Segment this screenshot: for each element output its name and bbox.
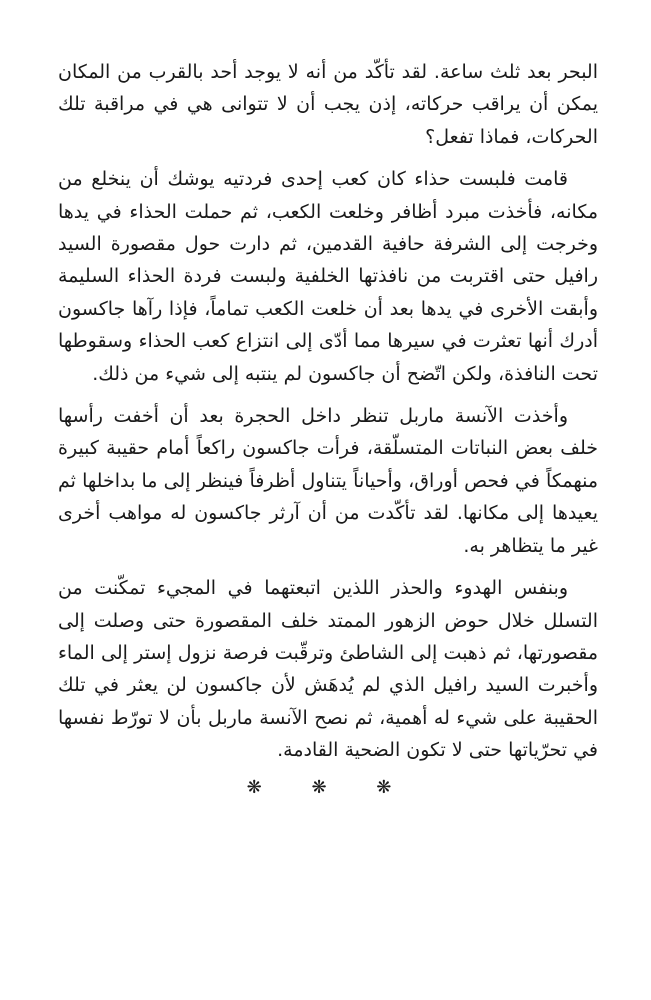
paragraph-3: وأخذت الآنسة ماربل تنظر داخل الحجرة بعد أن أخفت رأسها خلف بعض النباتات المتسلّقة، فرأت جاكسون راكعاً أمام حقيبة كبيرة منهمكاً في فحص أوراق، وأحياناً يتناول أظرفاً فينظر إلى ما بداخلها ثم يعيدها إلى مكانها. لقد تأكّدت من أن آرثر جاكسون له مواهب أخرى غير ما يتظاهر به. [58, 405, 598, 557]
asterism-glyph: ❋ [246, 776, 280, 798]
paragraph-1: البحر بعد ثلث ساعة. لقد تأكّد من أنه لا يوجد أحد بالقرب من المكان يمكن أن يراقب حركاته، إذن يجب أن لا تتوانى هي في مراقبة تلك الحركات، فماذا تفعل؟ [58, 61, 598, 148]
paragraph-4: وبنفس الهدوء والحذر اللذين اتبعتهما في المجيء تمكّنت من التسلل خلال حوض الزهور الممتد خلف المقصورة حتى وصلت إلى مقصورتها، ثم ذهبت إلى الشاطئ وترقّبت فرصة نزول إستر إلى الماء وأخبرت السيد رافيل الذي لم يُدهَش لأن جاكسون لن يعثر في تلك الحقيبة على شيء له أهمية، ثم نصح الآنسة ماربل بأن لا تورّط نفسها في تحرّياتها حتى لا تكون الضحية القادمة. [58, 577, 598, 762]
asterism-glyph: ❋ [311, 776, 345, 798]
paragraph-2: قامت فلبست حذاء كان كعب إحدى فردتيه يوشك أن ينخلع من مكانه، فأخذت مبرد أظافر وخلعت الكعب، ثم حملت الحذاء في يدها وخرجت إلى الشرفة حافية القدمين، ثم دارت حول مقصورة السيد رافيل حتى اقتربت من نافذتها الخلفية ولبست فردة الحذاء السليمة وأبقت الأخرى في يدها بعد أن خلعت الكعب تماماً، فإذا رآها جاكسون أدرك أنها تعثرت في سيرها مما أدّى إلى انتزاع كعب الحذاء وسقوطها تحت النافذة، ولكن اتّضح أن جاكسون لم ينتبه إلى شيء من ذلك. [58, 168, 598, 385]
book-page [58, 56, 598, 798]
asterism-glyph: ❋ [376, 776, 410, 798]
section-separator [58, 777, 598, 798]
